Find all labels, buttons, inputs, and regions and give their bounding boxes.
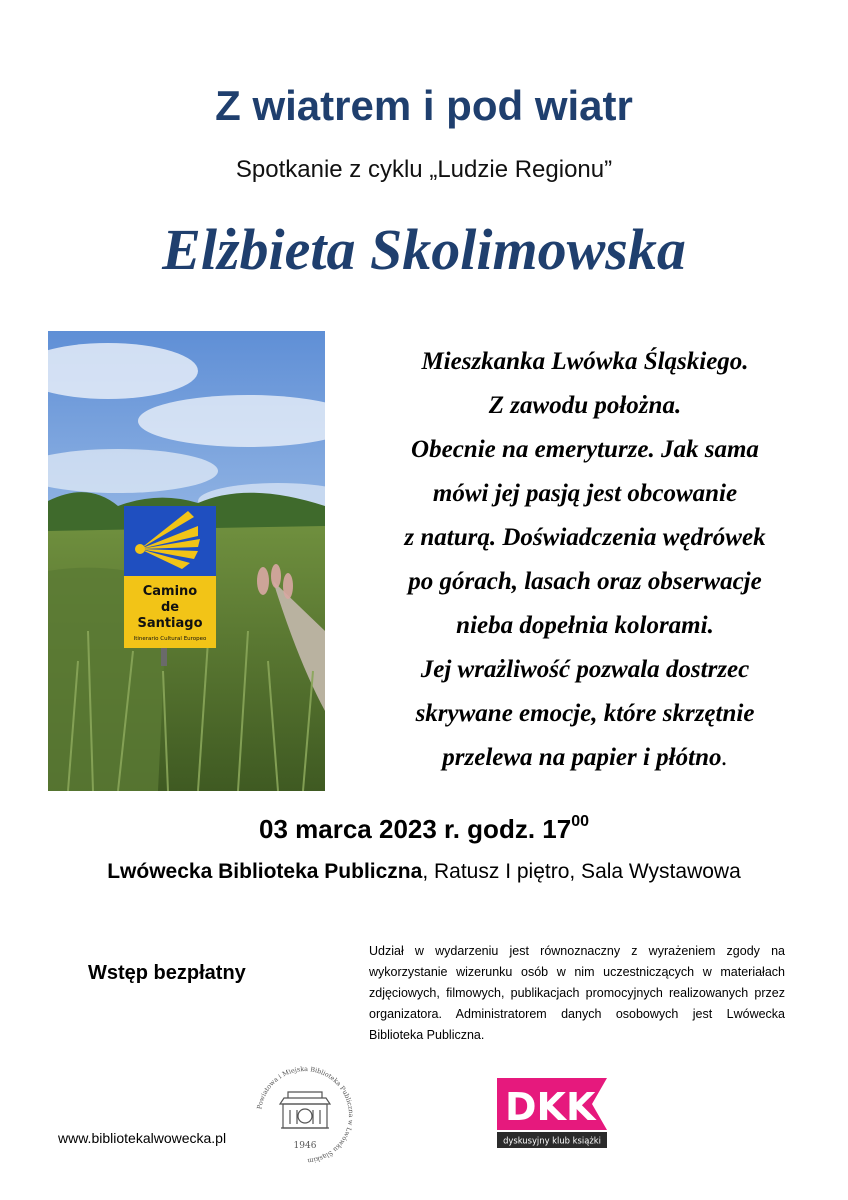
guest-bio [365,340,805,780]
bio-last-text: przelewa na papier i płótno [442,744,722,771]
event-date [0,814,848,845]
event-time-minutes: 00 [571,813,589,831]
bio-line: mówi jej pasją jest obcowanie [432,480,738,507]
stamp-ring-text: Powiatowa i Miejska Biblioteka Publiczna w Lwówku Śląskim [255,1064,356,1166]
bio-line: po górach, lasach oraz obserwacje [408,568,762,595]
dkk-logo [497,1078,607,1150]
event-venue [0,860,848,884]
dkk-caption: dyskusyjny klub książki [503,1135,601,1146]
free-entry-label: Wstęp bezpłatny [88,962,246,984]
sign-text-camino: Camino [142,584,198,599]
sign-text-de: de [160,600,180,615]
event-date-text: 03 marca 2023 r. godz. 17 [259,814,572,844]
venue-location: , Ratusz I piętro, Sala Wystawowa [422,860,741,883]
bio-line: Jej wrażliwość pozwala dostrzec [420,656,750,683]
bio-line: Z zawodu położna. [488,392,682,419]
poster-title: Z wiatrem i pod wiatr [215,82,633,129]
guest-name: Elżbieta Skolimowska [162,217,686,282]
bio-line: Obecnie na emeryturze. Jak sama [411,436,759,463]
bio-line: nieba dopełnia kolorami. [456,612,714,639]
library-stamp-logo [250,1060,360,1170]
bio-line: skrywane emocje, które skrzętnie [415,700,755,727]
bio-final-period: . [721,744,728,771]
consent-notice: Udział w wydarzeniu jest równoznaczny z wyrażeniem zgody na wykorzystanie wizerunku osób w nim uczestniczących w materiałach zdjęciowych, filmowych, publikacjach promocyjnych realizowanych przez organizatora. Administratorem danych osobowych jest Lwówecka Biblioteka Publiczna. [369,944,785,1042]
dkk-letters: DKK [505,1085,596,1129]
website-link[interactable]: www.bibliotekalwowecka.pl [58,1130,227,1146]
venue-name: Lwówecka Biblioteka Publiczna [107,860,423,883]
bio-line: z naturą. Doświadczenia wędrówek [404,524,766,551]
poster-subtitle: Spotkanie z cyklu „Ludzie Regionu” [235,156,613,183]
bio-line: Mieszkanka Lwówka Śląskiego. [421,348,749,375]
sign-text-santiago: Santiago [137,616,203,631]
camino-photo [48,331,325,791]
bio-line-last [365,736,805,780]
stamp-year: 1946 [293,1141,317,1151]
sign-text-itinerario: Itinerario Cultural Europeo [133,636,207,642]
